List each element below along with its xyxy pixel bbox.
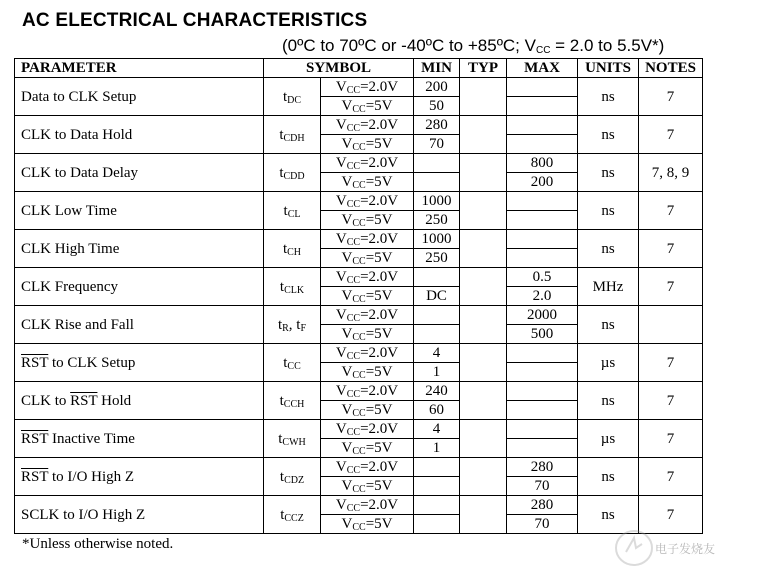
- symbol-cell: $t_{CDZ}$: [264, 458, 321, 496]
- table-row: [15, 154, 703, 173]
- symbol-cell: $t_{CWH}$: [264, 420, 321, 458]
- conditions-subtitle: (0ºC to 70ºC or -40ºC to +85ºC; $V_{CC} = 2.0$ to 5.5V*): [282, 36, 665, 56]
- condition-cell: $V_{CC}=2.0V$: [321, 78, 414, 97]
- notes-cell: 7: [639, 230, 703, 268]
- max-cell: 200: [507, 173, 578, 192]
- units-cell: ns: [578, 116, 639, 154]
- max-cell: 70: [507, 477, 578, 496]
- condition-cell: $V_{CC}=5V$: [321, 97, 414, 116]
- min-cell: [414, 325, 460, 344]
- min-cell: [414, 496, 460, 515]
- table-row: [15, 230, 703, 249]
- min-cell: 240: [414, 382, 460, 401]
- max-cell: 70: [507, 515, 578, 534]
- max-cell: 0.5: [507, 268, 578, 287]
- symbol-cell: $t_{CDD}$: [264, 154, 321, 192]
- typ-cell: [460, 382, 507, 420]
- condition-cell: $V_{CC}=2.0V$: [321, 192, 414, 211]
- condition-cell: $V_{CC}=5V$: [321, 173, 414, 192]
- units-cell: µs: [578, 420, 639, 458]
- table-row: [15, 496, 703, 515]
- table-row: [15, 268, 703, 287]
- min-cell: [414, 173, 460, 192]
- page-title: AC ELECTRICAL CHARACTERISTICS: [22, 10, 368, 31]
- min-cell: 50: [414, 97, 460, 116]
- min-cell: 1000: [414, 230, 460, 249]
- table-row: [15, 306, 703, 325]
- parameter-cell: CLK to Data Delay: [15, 154, 264, 192]
- notes-cell: 7: [639, 382, 703, 420]
- units-cell: ns: [578, 230, 639, 268]
- parameter-cell: CLK Frequency: [15, 268, 264, 306]
- min-cell: 4: [414, 344, 460, 363]
- typ-cell: [460, 268, 507, 306]
- symbol-cell: $t_R$, $t_F$: [264, 306, 321, 344]
- condition-cell: $V_{CC}=5V$: [321, 249, 414, 268]
- max-cell: [507, 249, 578, 268]
- header-notes: NOTES: [639, 59, 703, 78]
- units-cell: ns: [578, 192, 639, 230]
- condition-cell: $V_{CC}=2.0V$: [321, 458, 414, 477]
- parameter-cell: CLK Rise and Fall: [15, 306, 264, 344]
- min-cell: 1: [414, 363, 460, 382]
- condition-cell: $V_{CC}=2.0V$: [321, 306, 414, 325]
- units-cell: ns: [578, 154, 639, 192]
- ac-characteristics-table: [14, 58, 703, 534]
- min-cell: 70: [414, 135, 460, 154]
- table-row: [15, 192, 703, 211]
- parameter-cell: CLK to Data Hold: [15, 116, 264, 154]
- symbol-cell: $t_{CC}$: [264, 344, 321, 382]
- condition-cell: $V_{CC}=2.0V$: [321, 382, 414, 401]
- units-cell: ns: [578, 458, 639, 496]
- max-cell: [507, 192, 578, 211]
- notes-cell: 7: [639, 458, 703, 496]
- min-cell: [414, 268, 460, 287]
- units-cell: µs: [578, 344, 639, 382]
- units-cell: ns: [578, 496, 639, 534]
- footnote: *Unless otherwise noted.: [22, 536, 174, 552]
- min-cell: [414, 306, 460, 325]
- header-units: UNITS: [578, 59, 639, 78]
- notes-cell: 7: [639, 78, 703, 116]
- max-cell: [507, 230, 578, 249]
- table-row: [15, 116, 703, 135]
- table-row: [15, 344, 703, 363]
- units-cell: ns: [578, 78, 639, 116]
- max-cell: 2000: [507, 306, 578, 325]
- min-cell: 60: [414, 401, 460, 420]
- max-cell: [507, 78, 578, 97]
- min-cell: [414, 515, 460, 534]
- parameter-cell: CLK Low Time: [15, 192, 264, 230]
- header-min: MIN: [414, 59, 460, 78]
- symbol-cell: $t_{DC}$: [264, 78, 321, 116]
- typ-cell: [460, 192, 507, 230]
- units-cell: ns: [578, 306, 639, 344]
- header-max: MAX: [507, 59, 578, 78]
- symbol-cell: $t_{CL}$: [264, 192, 321, 230]
- max-cell: [507, 363, 578, 382]
- notes-cell: 7, 8, 9: [639, 154, 703, 192]
- max-cell: [507, 420, 578, 439]
- units-cell: ns: [578, 382, 639, 420]
- notes-cell: 7: [639, 268, 703, 306]
- watermark-text: 电子发烧友: [655, 542, 716, 556]
- header-parameter: PARAMETER: [15, 59, 264, 78]
- typ-cell: [460, 420, 507, 458]
- typ-cell: [460, 458, 507, 496]
- parameter-cell: Data to CLK Setup: [15, 78, 264, 116]
- max-cell: [507, 382, 578, 401]
- typ-cell: [460, 344, 507, 382]
- condition-cell: $V_{CC}=2.0V$: [321, 344, 414, 363]
- condition-cell: $V_{CC}=2.0V$: [321, 230, 414, 249]
- condition-cell: $V_{CC}=5V$: [321, 211, 414, 230]
- max-cell: [507, 344, 578, 363]
- condition-cell: $V_{CC}=2.0V$: [321, 116, 414, 135]
- condition-cell: $V_{CC}=2.0V$: [321, 496, 414, 515]
- condition-cell: $V_{CC}=2.0V$: [321, 268, 414, 287]
- table-row: [15, 420, 703, 439]
- min-cell: 250: [414, 211, 460, 230]
- max-cell: [507, 135, 578, 154]
- max-cell: 2.0: [507, 287, 578, 306]
- table-body: [15, 78, 703, 534]
- notes-cell: [639, 306, 703, 344]
- parameter-cell: $\overline{RST}$ Inactive Time: [15, 420, 264, 458]
- min-cell: [414, 477, 460, 496]
- symbol-cell: $t_{CH}$: [264, 230, 321, 268]
- parameter-cell: CLK to $\overline{RST}$ Hold: [15, 382, 264, 420]
- condition-cell: $V_{CC}=5V$: [321, 325, 414, 344]
- notes-cell: 7: [639, 420, 703, 458]
- condition-cell: $V_{CC}=5V$: [321, 439, 414, 458]
- min-cell: 250: [414, 249, 460, 268]
- units-cell: MHz: [578, 268, 639, 306]
- condition-cell: $V_{CC}=5V$: [321, 135, 414, 154]
- condition-cell: $V_{CC}=5V$: [321, 401, 414, 420]
- condition-cell: $V_{CC}=2.0V$: [321, 420, 414, 439]
- condition-cell: $V_{CC}=2.0V$: [321, 154, 414, 173]
- notes-cell: 7: [639, 496, 703, 534]
- max-cell: [507, 211, 578, 230]
- notes-cell: 7: [639, 116, 703, 154]
- symbol-cell: $t_{CCZ}$: [264, 496, 321, 534]
- table-row: [15, 458, 703, 477]
- parameter-cell: SCLK to I/O High Z: [15, 496, 264, 534]
- min-cell: DC: [414, 287, 460, 306]
- notes-cell: 7: [639, 344, 703, 382]
- symbol-cell: $t_{CCH}$: [264, 382, 321, 420]
- symbol-cell: $t_{CDH}$: [264, 116, 321, 154]
- table-header-row: [15, 59, 703, 78]
- condition-cell: $V_{CC}=5V$: [321, 515, 414, 534]
- max-cell: [507, 401, 578, 420]
- typ-cell: [460, 78, 507, 116]
- typ-cell: [460, 116, 507, 154]
- table-row: [15, 78, 703, 97]
- parameter-cell: CLK High Time: [15, 230, 264, 268]
- symbol-cell: $t_{CLK}$: [264, 268, 321, 306]
- min-cell: 4: [414, 420, 460, 439]
- max-cell: 800: [507, 154, 578, 173]
- min-cell: 200: [414, 78, 460, 97]
- min-cell: [414, 154, 460, 173]
- condition-cell: $V_{CC}=5V$: [321, 363, 414, 382]
- header-typ: TYP: [460, 59, 507, 78]
- typ-cell: [460, 496, 507, 534]
- condition-cell: $V_{CC}=5V$: [321, 287, 414, 306]
- max-cell: [507, 97, 578, 116]
- parameter-cell: $\overline{RST}$ to I/O High Z: [15, 458, 264, 496]
- notes-cell: 7: [639, 192, 703, 230]
- min-cell: 1: [414, 439, 460, 458]
- typ-cell: [460, 154, 507, 192]
- typ-cell: [460, 230, 507, 268]
- header-symbol: SYMBOL: [264, 59, 414, 78]
- min-cell: 1000: [414, 192, 460, 211]
- typ-cell: [460, 306, 507, 344]
- min-cell: 280: [414, 116, 460, 135]
- max-cell: 280: [507, 496, 578, 515]
- min-cell: [414, 458, 460, 477]
- max-cell: 280: [507, 458, 578, 477]
- table-row: [15, 382, 703, 401]
- condition-cell: $V_{CC}=5V$: [321, 477, 414, 496]
- max-cell: 500: [507, 325, 578, 344]
- max-cell: [507, 439, 578, 458]
- parameter-cell: $\overline{RST}$ to CLK Setup: [15, 344, 264, 382]
- max-cell: [507, 116, 578, 135]
